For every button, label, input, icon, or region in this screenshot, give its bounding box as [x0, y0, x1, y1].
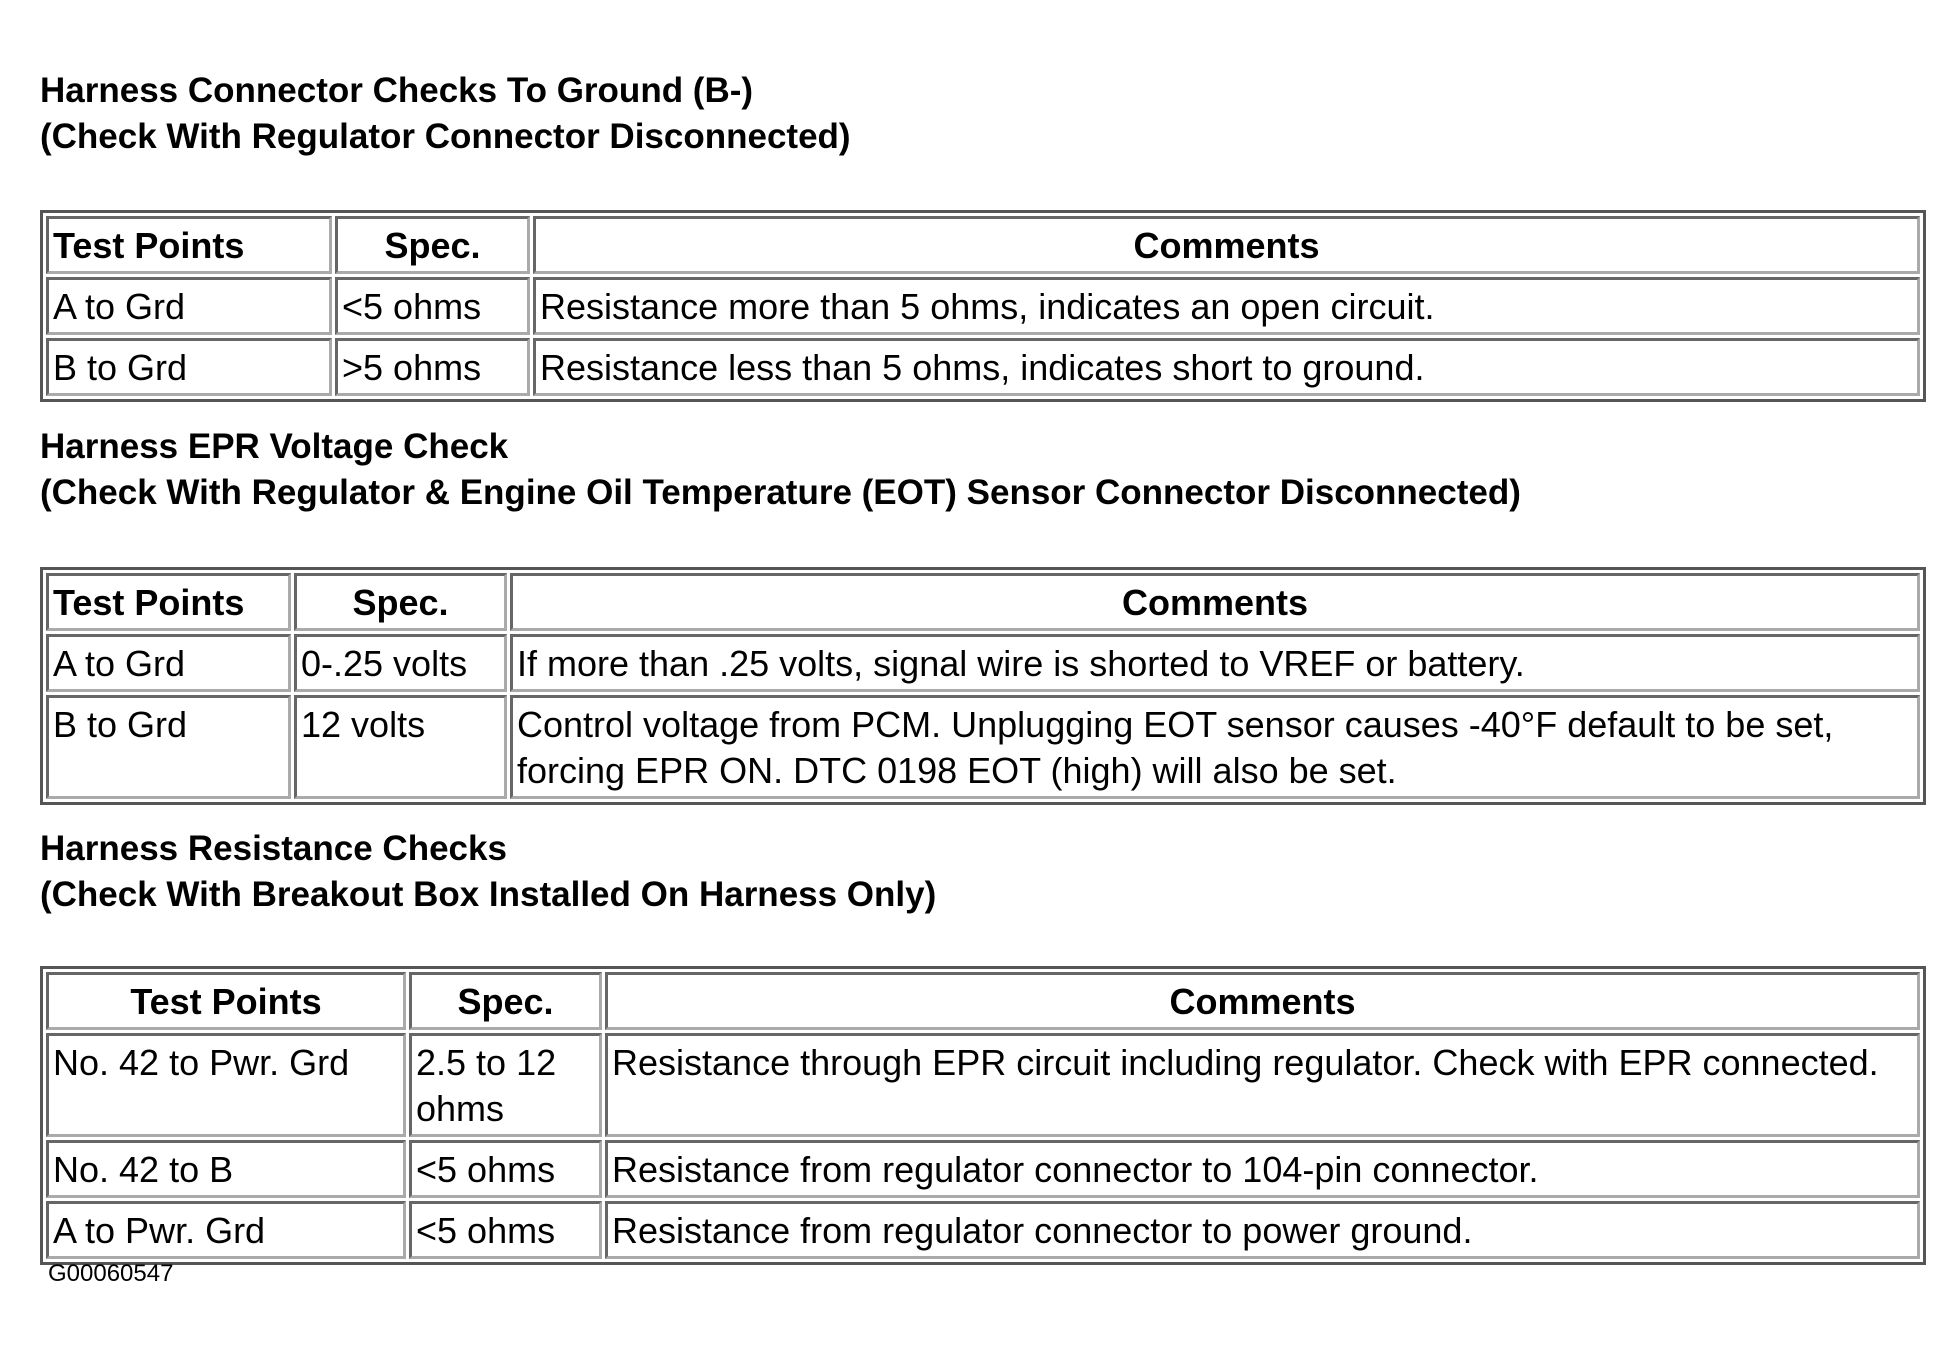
cell-test-points: B to Grd [46, 695, 291, 799]
header-test-points: Test Points [46, 573, 291, 631]
cell-test-points: No. 42 to B [46, 1140, 406, 1198]
cell-spec: 2.5 to 12 ohms [409, 1033, 602, 1137]
section-resistance-checks [40, 826, 936, 918]
header-spec: Spec. [409, 972, 602, 1030]
section-ground-checks [40, 68, 851, 160]
table-row [46, 277, 1920, 335]
cell-comments: Control voltage from PCM. Unplugging EOT sensor causes -40°F default to be set, forcing EPR ON. DTC 0198 EOT (high) will also be set. [510, 695, 1920, 799]
table-row [46, 695, 1920, 799]
section-title: Harness Resistance Checks [40, 829, 507, 868]
figure-id: G00060547 [48, 1260, 174, 1287]
section-voltage-check [40, 424, 1521, 516]
header-spec: Spec. [335, 216, 530, 274]
cell-spec: <5 ohms [335, 277, 530, 335]
cell-comments: If more than .25 volts, signal wire is shorted to VREF or battery. [510, 634, 1920, 692]
resistance-checks-table [40, 966, 1926, 1265]
cell-spec: 0-.25 volts [294, 634, 507, 692]
header-test-points: Test Points [46, 216, 332, 274]
ground-checks-table [40, 210, 1926, 402]
header-spec: Spec. [294, 573, 507, 631]
cell-test-points: A to Grd [46, 277, 332, 335]
section-subtitle: (Check With Regulator & Engine Oil Temperature (EOT) Sensor Connector Disconnected) [40, 473, 1521, 512]
table-row [46, 1033, 1920, 1137]
cell-spec: 12 volts [294, 695, 507, 799]
table-header-row [46, 216, 1920, 274]
cell-test-points: A to Grd [46, 634, 291, 692]
voltage-check-table [40, 567, 1926, 805]
header-comments: Comments [533, 216, 1920, 274]
cell-comments: Resistance from regulator connector to 104-pin connector. [605, 1140, 1920, 1198]
header-test-points: Test Points [46, 972, 406, 1030]
table-header-row [46, 972, 1920, 1030]
table-row [46, 338, 1920, 396]
cell-comments: Resistance less than 5 ohms, indicates short to ground. [533, 338, 1920, 396]
table-row [46, 1201, 1920, 1259]
header-comments: Comments [510, 573, 1920, 631]
cell-test-points: No. 42 to Pwr. Grd [46, 1033, 406, 1137]
table-row [46, 1140, 1920, 1198]
cell-comments: Resistance through EPR circuit including regulator. Check with EPR connected. [605, 1033, 1920, 1137]
table-header-row [46, 573, 1920, 631]
header-comments: Comments [605, 972, 1920, 1030]
section-title: Harness Connector Checks To Ground (B-) [40, 71, 754, 110]
section-subtitle: (Check With Regulator Connector Disconnected) [40, 117, 851, 156]
table-row [46, 634, 1920, 692]
section-subtitle: (Check With Breakout Box Installed On Harness Only) [40, 875, 937, 914]
cell-test-points: B to Grd [46, 338, 332, 396]
cell-spec: <5 ohms [409, 1201, 602, 1259]
cell-comments: Resistance from regulator connector to power ground. [605, 1201, 1920, 1259]
cell-test-points: A to Pwr. Grd [46, 1201, 406, 1259]
cell-spec: >5 ohms [335, 338, 530, 396]
cell-spec: <5 ohms [409, 1140, 602, 1198]
cell-comments: Resistance more than 5 ohms, indicates an open circuit. [533, 277, 1920, 335]
section-title: Harness EPR Voltage Check [40, 427, 509, 466]
